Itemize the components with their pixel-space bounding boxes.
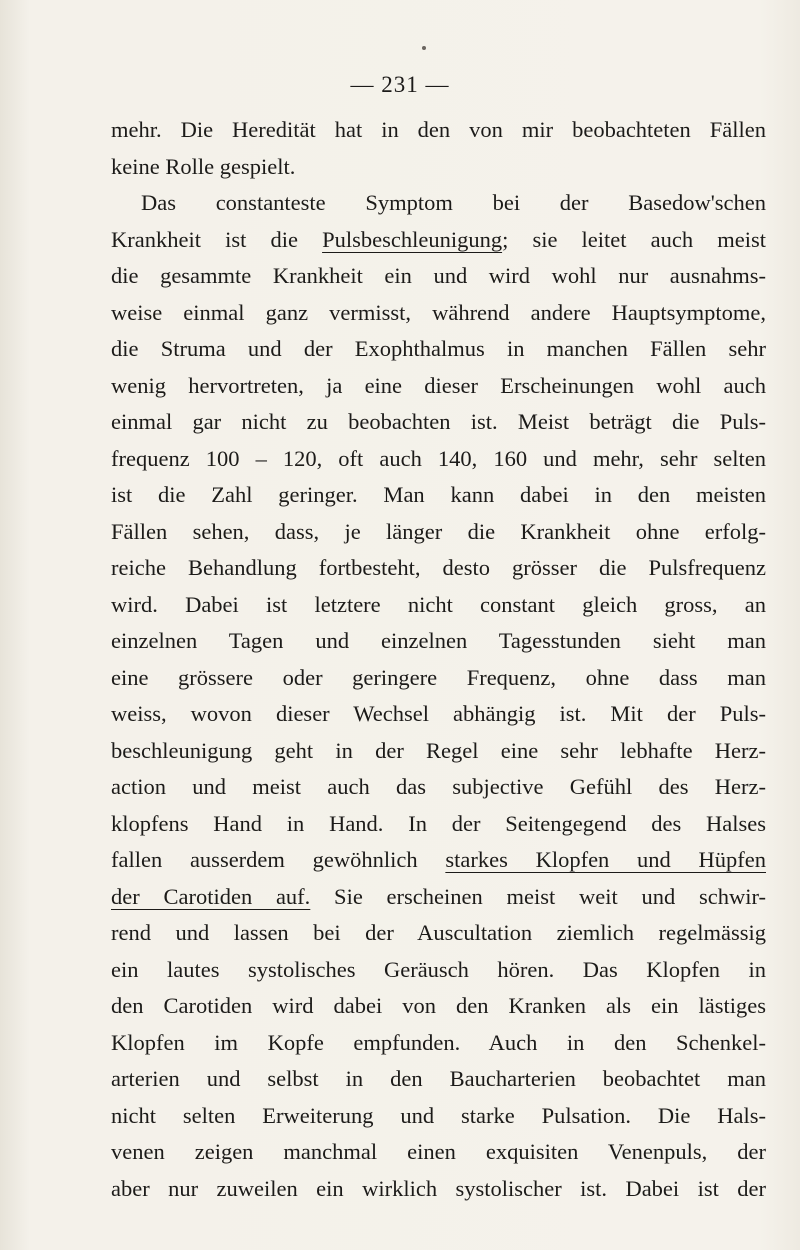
underlined-phrase: Pulsbeschleunigung [322,226,503,252]
text-line: action und meist auch das subjective Gefühl des Herz- [111,774,766,799]
text-line: die Struma und der Exophthalmus in manchen Fällen sehr [111,336,766,361]
text-line: wenig hervortreten, ja eine dieser Erscheinungen wohl auch [111,372,766,398]
text-line: Das constanteste Symptom bei der Basedow'schen [141,190,766,215]
text-line: wird. Dabei ist letztere nicht constant gleich gross, an [111,591,766,617]
text-fragment: Sie erscheinen meist weit und schwir- [310,883,766,909]
text-line: ein lautes systolisches Geräusch hören. Das Klopfen in [111,956,766,982]
text-line: ist die Zahl geringer. Man kann dabei in den meisten [111,482,766,507]
text-line: keine Rolle gespielt. [111,153,296,179]
text-line: die gesammte Krankheit ein und wird wohl nur ausnahms- [111,263,766,288]
margin-mark [422,46,426,50]
text-line: reiche Behandlung fortbesteht, desto grösser die Pulsfrequenz [111,555,766,580]
text-line: mehr. Die Heredität hat in den von mir beobachteten Fällen [111,117,766,142]
text-line [111,842,766,879]
text-line [111,879,766,916]
text-fragment: fallen ausserdem gewöhnlich [111,847,446,872]
text-fragment: ; sie leitet auch meist [502,226,766,252]
text-line: weise einmal ganz vermisst, während andere Hauptsymptome, [111,299,766,325]
text-line: frequenz 100 – 120, oft auch 140, 160 und mehr, sehr selten [111,445,766,471]
text-line: beschleunigung geht in der Regel eine sehr lebhafte Herz- [111,737,766,763]
page-number: — 231 — [350,72,450,97]
underlined-phrase: starkes Klopfen und Hüpfen [445,847,766,872]
underlined-phrase: der Carotiden auf. [111,883,311,909]
text-line: weiss, wovon dieser Wechsel abhängig ist. Mit der Puls- [111,701,766,726]
text-line [111,222,766,259]
text-line: den Carotiden wird dabei von den Kranken als ein lästiges [111,993,766,1018]
text-line: einmal gar nicht zu beobachten ist. Meist beträgt die Puls- [111,409,766,434]
text-line: klopfens Hand in Hand. In der Seitengegend des Halses [111,810,766,836]
text-line: einzelnen Tagen und einzelnen Tagesstunden sieht man [111,628,766,653]
text-line: arterien und selbst in den Baucharterien beobachtet man [111,1066,766,1091]
text-line: Fällen sehen, dass, je länger die Krankheit ohne erfolg- [111,518,766,544]
text-line: venen zeigen manchmal einen exquisiten Venenpuls, der [111,1139,766,1164]
text-line: eine grössere oder geringere Frequenz, ohne dass man [111,664,766,690]
text-line: aber nur zuweilen ein wirklich systolischer ist. Dabei ist der [111,1175,766,1201]
body-text [111,112,766,1207]
text-line: nicht selten Erweiterung und starke Pulsation. Die Hals- [111,1102,766,1128]
text-line: rend und lassen bei der Auscultation ziemlich regelmässig [111,920,766,945]
text-line: Klopfen im Kopfe empfunden. Auch in den Schenkel- [111,1029,766,1055]
text-fragment: Krankheit ist die [111,226,323,252]
